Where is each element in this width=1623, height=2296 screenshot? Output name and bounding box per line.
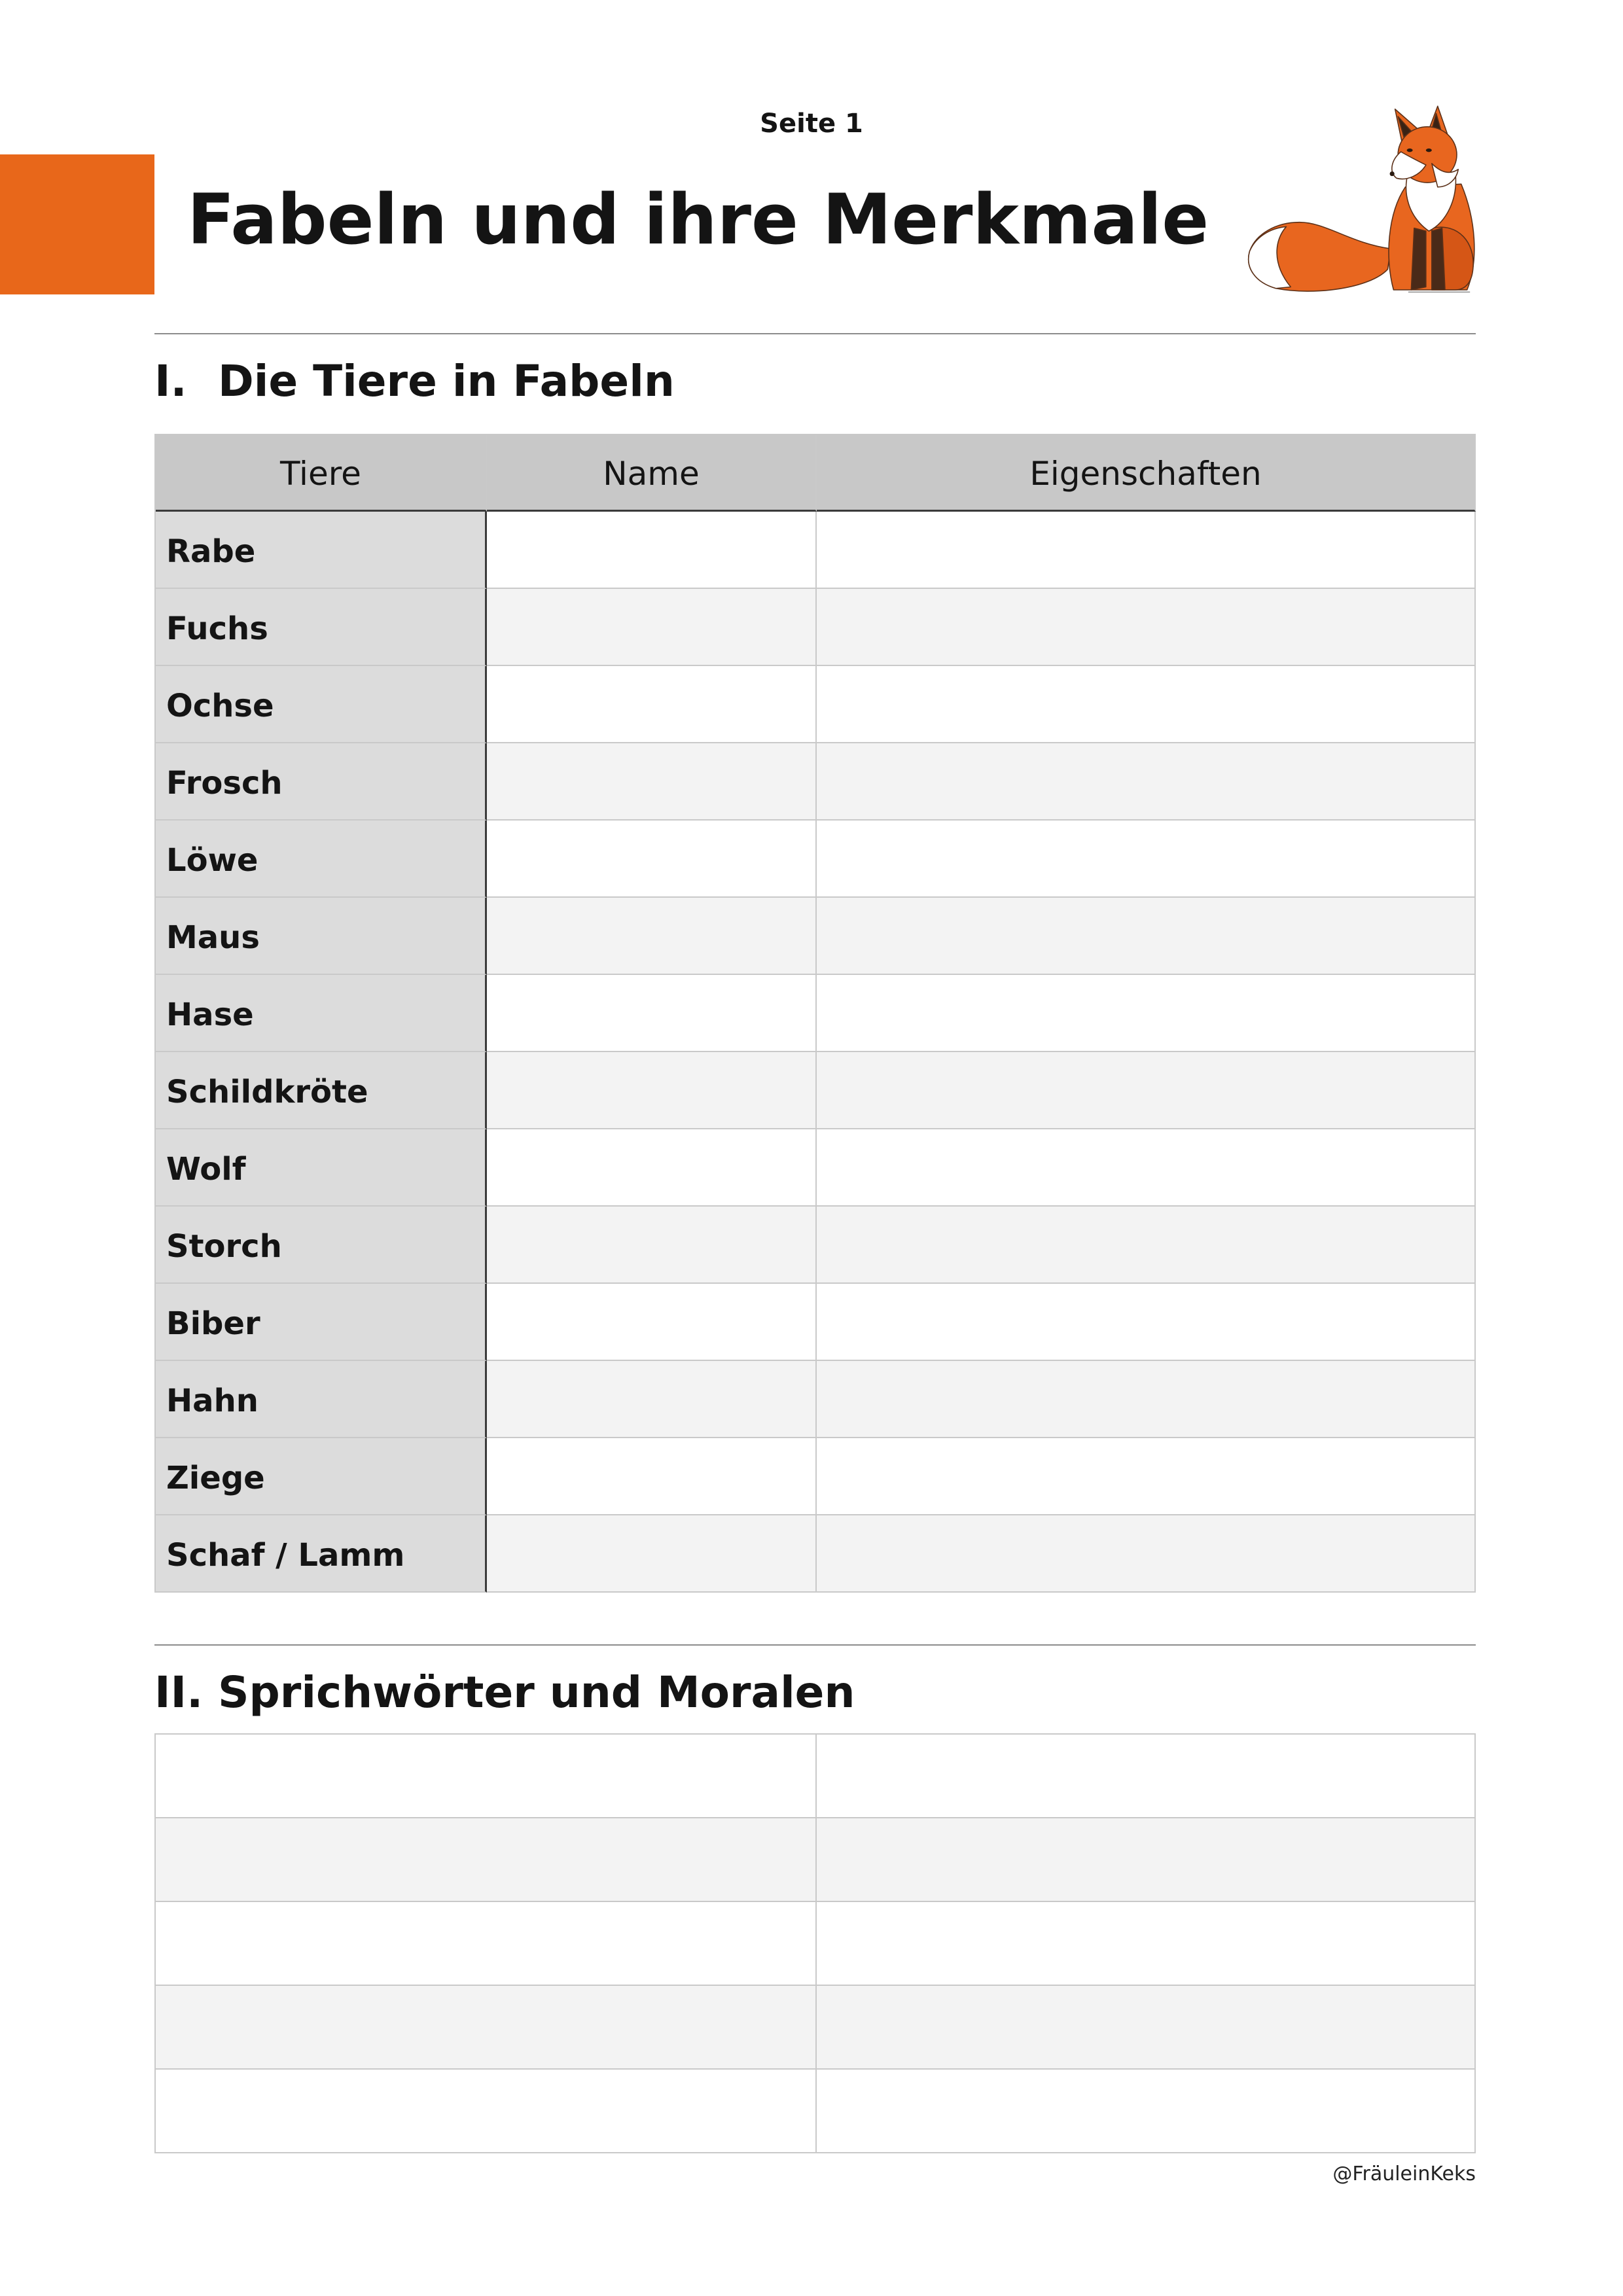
eigenschaften-cell	[817, 975, 1476, 1052]
animals-table	[154, 434, 1476, 1593]
animal-label: Wolf	[156, 1129, 487, 1207]
name-cell	[487, 1438, 817, 1515]
eigenschaften-cell	[817, 666, 1476, 743]
table-row	[156, 589, 1476, 666]
proverb-cell	[156, 1818, 817, 1902]
eigenschaften-cell	[817, 1438, 1476, 1515]
table-row	[156, 1818, 1476, 1902]
table-row	[156, 1986, 1476, 2070]
moral-cell	[817, 1735, 1476, 1818]
animal-label: Schildkröte	[156, 1052, 487, 1129]
animal-label: Ziege	[156, 1438, 487, 1515]
section-title: Sprichwörter und Moralen	[218, 1667, 855, 1718]
table-header-row	[156, 435, 1476, 512]
section-numeral: I.	[154, 356, 187, 406]
table-row	[156, 1438, 1476, 1515]
proverbs-table	[154, 1733, 1476, 2153]
accent-block	[0, 154, 154, 294]
table-row	[156, 743, 1476, 821]
animal-label: Storch	[156, 1207, 487, 1284]
name-cell	[487, 1052, 817, 1129]
name-cell	[487, 821, 817, 898]
animal-label: Ochse	[156, 666, 487, 743]
page-number: Seite 1	[760, 109, 863, 139]
name-cell	[487, 743, 817, 821]
table-row	[156, 1284, 1476, 1361]
eigenschaften-cell	[817, 743, 1476, 821]
moral-cell	[817, 1986, 1476, 2070]
eigenschaften-cell	[817, 1361, 1476, 1438]
name-cell	[487, 1284, 817, 1361]
proverb-cell	[156, 1902, 817, 1986]
animal-label: Schaf / Lamm	[156, 1515, 487, 1593]
animal-label: Hase	[156, 975, 487, 1052]
animal-label: Hahn	[156, 1361, 487, 1438]
column-header-tiere: Tiere	[156, 435, 487, 512]
table-row	[156, 975, 1476, 1052]
name-cell	[487, 975, 817, 1052]
proverb-cell	[156, 1986, 817, 2070]
divider-line	[154, 1644, 1476, 1646]
eigenschaften-cell	[817, 898, 1476, 975]
table-row	[156, 1129, 1476, 1207]
table-row	[156, 512, 1476, 589]
animal-label: Löwe	[156, 821, 487, 898]
table-row	[156, 821, 1476, 898]
section-numeral: II.	[154, 1667, 204, 1718]
animal-label: Fuchs	[156, 589, 487, 666]
fox-illustration	[1243, 105, 1479, 296]
section-heading-animals	[154, 355, 675, 408]
moral-cell	[817, 1902, 1476, 1986]
moral-cell	[817, 2070, 1476, 2153]
table-row	[156, 2070, 1476, 2153]
eigenschaften-cell	[817, 1284, 1476, 1361]
eigenschaften-cell	[817, 589, 1476, 666]
table-row	[156, 898, 1476, 975]
name-cell	[487, 898, 817, 975]
eigenschaften-cell	[817, 821, 1476, 898]
proverb-cell	[156, 2070, 817, 2153]
table-row	[156, 1902, 1476, 1986]
name-cell	[487, 1515, 817, 1593]
table-row	[156, 1361, 1476, 1438]
table-row	[156, 666, 1476, 743]
column-header-eigenschaften: Eigenschaften	[817, 435, 1476, 512]
name-cell	[487, 512, 817, 589]
animal-label: Rabe	[156, 512, 487, 589]
name-cell	[487, 1207, 817, 1284]
table-row	[156, 1735, 1476, 1818]
name-cell	[487, 1129, 817, 1207]
eigenschaften-cell	[817, 1052, 1476, 1129]
eigenschaften-cell	[817, 512, 1476, 589]
section-title: Die Tiere in Fabeln	[218, 356, 675, 406]
eigenschaften-cell	[817, 1207, 1476, 1284]
eigenschaften-cell	[817, 1515, 1476, 1593]
animal-label: Maus	[156, 898, 487, 975]
animal-label: Biber	[156, 1284, 487, 1361]
animal-label: Frosch	[156, 743, 487, 821]
name-cell	[487, 1361, 817, 1438]
page-title: Fabeln und ihre Merkmale	[187, 179, 1209, 260]
column-header-name: Name	[487, 435, 817, 512]
proverb-cell	[156, 1735, 817, 1818]
section-heading-proverbs	[154, 1667, 855, 1719]
author-credit: @FräuleinKeks	[1332, 2163, 1476, 2185]
divider-line	[154, 333, 1476, 334]
table-body	[156, 512, 1476, 1593]
name-cell	[487, 589, 817, 666]
eigenschaften-cell	[817, 1129, 1476, 1207]
table-row	[156, 1515, 1476, 1593]
table-row	[156, 1207, 1476, 1284]
table-row	[156, 1052, 1476, 1129]
name-cell	[487, 666, 817, 743]
moral-cell	[817, 1818, 1476, 1902]
